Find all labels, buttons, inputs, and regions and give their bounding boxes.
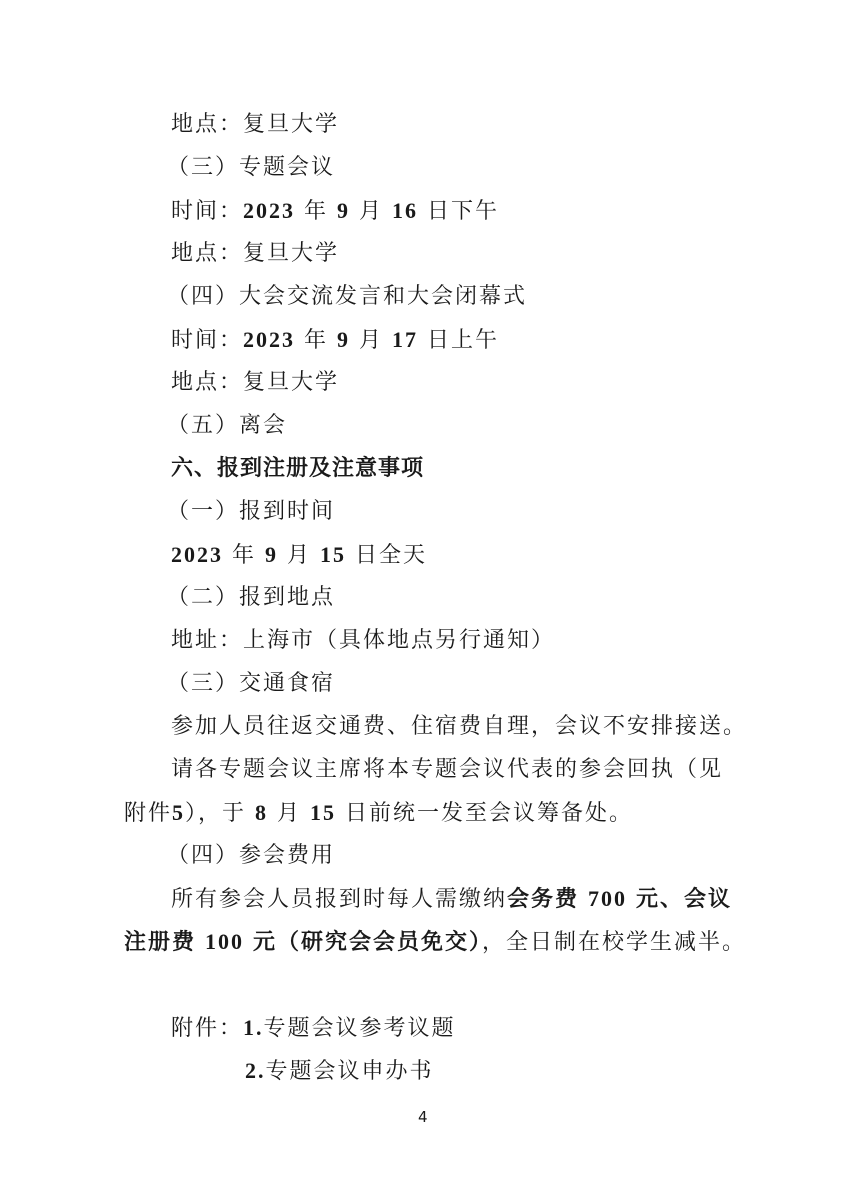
paragraph-line bbox=[124, 798, 633, 829]
attachment-number: 5 bbox=[172, 800, 186, 825]
text-line bbox=[171, 540, 427, 571]
year: 2023 bbox=[171, 542, 223, 567]
paragraph-line bbox=[171, 884, 732, 915]
paragraph-line bbox=[124, 927, 746, 958]
text-line bbox=[171, 196, 499, 227]
day: 17 bbox=[392, 327, 419, 352]
fee-text: 元（研究会会员免交） bbox=[253, 929, 483, 955]
attachment-label: 附件： bbox=[171, 1016, 244, 1041]
text: 附件 bbox=[124, 801, 173, 826]
month: 8 bbox=[255, 800, 269, 825]
text: 日下午 bbox=[427, 199, 500, 224]
attachment-line bbox=[245, 1056, 434, 1087]
text-line: 地点：复旦大学 bbox=[171, 370, 340, 395]
label: 时间： bbox=[171, 328, 244, 353]
section-heading: （五）离会 bbox=[167, 413, 288, 438]
text: 年 bbox=[304, 328, 329, 353]
fee-label: 注册费 bbox=[124, 929, 197, 955]
year: 2023 bbox=[243, 327, 296, 352]
text: 日上午 bbox=[427, 328, 500, 353]
text: 月 bbox=[287, 543, 312, 568]
day: 16 bbox=[392, 198, 419, 223]
year: 2023 bbox=[243, 198, 296, 223]
attachment-number: 2. bbox=[245, 1058, 266, 1083]
text: 年 bbox=[232, 543, 257, 568]
text-line: 地点：复旦大学 bbox=[171, 112, 340, 137]
chapter-heading: 六、报到注册及注意事项 bbox=[171, 456, 425, 481]
text: 年 bbox=[304, 199, 329, 224]
paragraph-line: 请各专题会议主席将本专题会议代表的参会回执（见 bbox=[171, 757, 724, 782]
label: 时间： bbox=[171, 199, 244, 224]
text-line: 地点：复旦大学 bbox=[171, 241, 340, 266]
section-heading: （三）专题会议 bbox=[167, 155, 336, 180]
fee-amount: 100 bbox=[205, 929, 245, 954]
fee-text: 元、会议 bbox=[636, 886, 733, 912]
month: 9 bbox=[337, 198, 351, 223]
text: 所有参会人员报到时每人需缴纳 bbox=[171, 887, 508, 912]
text: 月 bbox=[359, 199, 384, 224]
text: 月 bbox=[359, 328, 384, 353]
attachment-number: 1. bbox=[243, 1015, 264, 1040]
text: ），于 bbox=[185, 801, 247, 826]
fee-amount: 700 bbox=[588, 886, 628, 911]
text: 日全天 bbox=[355, 543, 428, 568]
attachment-title: 专题会议申办书 bbox=[265, 1059, 434, 1084]
attachment-title: 专题会议参考议题 bbox=[263, 1016, 456, 1041]
month: 9 bbox=[265, 542, 279, 567]
section-heading: （三）交通食宿 bbox=[167, 671, 336, 696]
text-line: 地址：上海市（具体地点另行通知） bbox=[171, 628, 556, 653]
text: 月 bbox=[277, 801, 302, 826]
fee-label: 会务费 bbox=[507, 886, 580, 912]
attachment-line bbox=[171, 1013, 456, 1044]
text: ，全日制在校学生减半。 bbox=[482, 930, 747, 955]
paragraph-line: 参加人员往返交通费、住宿费自理，会议不安排接送。 bbox=[171, 714, 748, 739]
section-heading: （一）报到时间 bbox=[167, 499, 336, 524]
text-line bbox=[171, 325, 499, 356]
page-number: 4 bbox=[418, 1108, 428, 1126]
section-heading: （二）报到地点 bbox=[167, 585, 336, 610]
section-heading: （四）参会费用 bbox=[167, 843, 336, 868]
section-heading: （四）大会交流发言和大会闭幕式 bbox=[167, 284, 528, 309]
day: 15 bbox=[310, 800, 337, 825]
text: 日前统一发至会议筹备处。 bbox=[345, 801, 634, 826]
month: 9 bbox=[337, 327, 351, 352]
day: 15 bbox=[320, 542, 347, 567]
